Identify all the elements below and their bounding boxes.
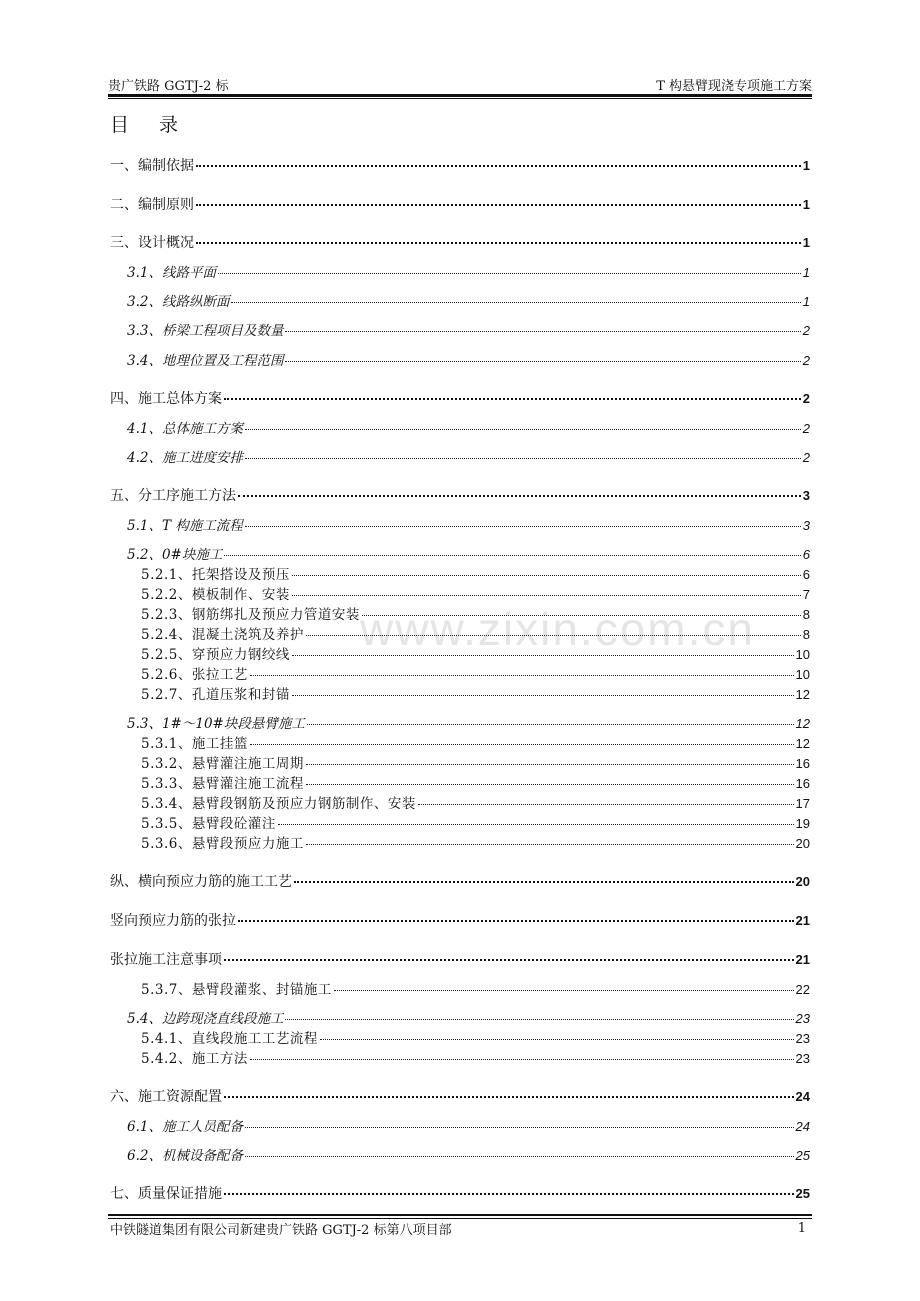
footer-page-number: 1 [797, 1220, 806, 1236]
dot-leader [334, 990, 794, 991]
dot-leader [362, 615, 801, 616]
dot-leader [238, 920, 794, 922]
dot-leader [231, 302, 800, 303]
toc-entry-page: 1 [802, 235, 810, 250]
toc-entry[interactable] [110, 949, 810, 969]
dot-leader [418, 804, 794, 805]
toc-entry-page: 20 [795, 836, 810, 851]
toc-entry[interactable] [110, 712, 810, 732]
toc-entry-page: 25 [795, 1148, 810, 1163]
dot-leader [245, 1156, 794, 1157]
toc-entry[interactable] [110, 1086, 810, 1106]
toc-entry-page: 2 [802, 391, 810, 406]
toc-entry-label: 6.1、施工人员配备 [127, 1119, 243, 1135]
dot-leader [294, 881, 794, 883]
toc-entry[interactable] [110, 663, 810, 683]
toc-entry-page: 3 [802, 488, 810, 503]
toc-entry-label: 5.2.7、孔道压浆和封锚 [141, 687, 290, 703]
footer-rule [108, 1214, 812, 1216]
header-rule-thin [108, 98, 812, 99]
dot-leader [224, 555, 800, 556]
dot-leader [196, 165, 801, 167]
toc-entry-page: 20 [795, 874, 810, 889]
toc-entry[interactable] [110, 752, 810, 772]
toc-entry-page: 1 [802, 158, 810, 173]
toc-entry-label: 3.1、线路平面 [127, 265, 216, 281]
toc-entry[interactable] [110, 583, 810, 603]
toc-entry-page: 1 [802, 197, 810, 212]
toc-entry-label: 5.3.4、悬臂段钢筋及预应力钢筋制作、安装 [141, 796, 416, 812]
dot-leader [292, 655, 794, 656]
toc-entry[interactable] [110, 643, 810, 663]
toc-entry-label: 3.3、桥梁工程项目及数量 [127, 323, 284, 339]
toc-entry[interactable] [110, 623, 810, 643]
dot-leader [250, 1059, 794, 1060]
toc-entry[interactable] [110, 446, 810, 466]
dot-leader [306, 784, 794, 785]
toc-entry[interactable] [110, 812, 810, 832]
toc-entry-page: 25 [795, 1186, 810, 1201]
toc-entry-page: 6 [802, 547, 810, 562]
dot-leader [245, 458, 801, 459]
toc-entry[interactable] [110, 514, 810, 534]
toc-entry-page: 2 [802, 421, 810, 436]
toc-entry[interactable] [110, 1115, 810, 1135]
toc-entry[interactable] [110, 155, 810, 175]
dot-leader [224, 1193, 794, 1195]
toc-entry[interactable] [110, 290, 810, 310]
toc-entry-label: 5.2.2、模板制作、安装 [141, 587, 290, 603]
toc-entry[interactable] [110, 832, 810, 852]
toc-entry[interactable] [110, 871, 810, 891]
toc-entry[interactable] [110, 1144, 810, 1164]
toc-entry[interactable] [110, 319, 810, 339]
toc-entry-label: 5.3.3、悬臂灌注施工流程 [141, 776, 304, 792]
dot-leader [196, 204, 801, 206]
toc-entry-label: 五、分工序施工方法 [110, 488, 236, 504]
toc-entry-label: 竖向预应力筋的张拉 [110, 913, 236, 929]
toc-entry-label: 5.1、T 构施工流程 [127, 518, 243, 534]
dot-leader [306, 635, 801, 636]
dot-leader [307, 724, 794, 725]
toc-entry[interactable] [110, 910, 810, 930]
toc-entry[interactable] [110, 732, 810, 752]
toc-entry-label: 5.4.2、施工方法 [141, 1051, 248, 1067]
toc-entry-page: 2 [802, 323, 810, 338]
dot-leader [245, 526, 801, 527]
toc-entry-label: 二、编制原则 [110, 197, 194, 213]
toc-entry-page: 21 [795, 952, 810, 967]
dot-leader [278, 824, 794, 825]
toc-entry-page: 23 [795, 1031, 810, 1046]
dot-leader [292, 695, 794, 696]
toc-entry-page: 19 [795, 816, 810, 831]
toc-entry-page: 12 [795, 687, 810, 702]
toc-entry-page: 2 [802, 353, 810, 368]
footer-organization: 中铁隧道集团有限公司新建贵广铁路 GGTJ-2 标第八项目部 [110, 1222, 452, 1238]
toc-entry-page: 8 [802, 607, 810, 622]
toc-entry-label: 4.2、施工进度安排 [127, 450, 243, 466]
dot-leader [285, 361, 800, 362]
toc-entry-page: 12 [795, 716, 810, 731]
toc-entry-label: 三、设计概况 [110, 235, 194, 251]
toc-entry[interactable] [110, 978, 810, 998]
dot-leader [285, 1019, 793, 1020]
toc-entry[interactable] [110, 1047, 810, 1067]
toc-entry-label: 张拉施工注意事项 [110, 952, 222, 968]
dot-leader [245, 1127, 794, 1128]
dot-leader [224, 959, 794, 961]
dot-leader [224, 1096, 794, 1098]
watermark: www.zixin.com.cn [360, 603, 755, 655]
toc-entry-page: 22 [795, 982, 810, 997]
toc-entry-page: 24 [795, 1089, 810, 1104]
toc-entry-page: 1 [802, 265, 810, 280]
toc-entry-label: 5.3.7、悬臂段灌浆、封锚施工 [141, 982, 332, 998]
toc-entry-label: 七、质量保证措施 [110, 1186, 222, 1202]
toc-entry-label: 5.3.5、悬臂段砼灌注 [141, 816, 276, 832]
toc-entry[interactable] [110, 417, 810, 437]
toc-entry-page: 2 [802, 450, 810, 465]
toc-entry-page: 6 [802, 567, 810, 582]
toc-entry-page: 1 [802, 294, 810, 309]
toc-entry-page: 17 [795, 796, 810, 811]
page-header [108, 74, 812, 94]
dot-leader [250, 744, 794, 745]
dot-leader [285, 331, 800, 332]
dot-leader [245, 429, 801, 430]
toc-entry-label: 一、编制依据 [110, 158, 194, 174]
dot-leader [306, 844, 794, 845]
toc-entry-label: 3.4、地理位置及工程范围 [127, 353, 284, 369]
header-rule [108, 94, 812, 97]
toc-entry-label: 5.2.4、混凝土浇筑及养护 [141, 627, 304, 643]
toc-entry-label: 4.1、总体施工方案 [127, 421, 243, 437]
toc-entry-label: 5.2、0#块施工 [127, 547, 223, 563]
toc-entry-page: 23 [795, 1051, 810, 1066]
dot-leader [196, 242, 801, 244]
toc-entry[interactable] [110, 772, 810, 792]
toc-entry[interactable] [110, 1183, 810, 1203]
toc-entry-label: 5.4、边跨现浇直线段施工 [127, 1011, 284, 1027]
toc-entry-page: 23 [795, 1011, 810, 1026]
toc-entry-label: 5.3.2、悬臂灌注施工周期 [141, 756, 304, 772]
toc-entry-label: 5.2.6、张拉工艺 [141, 667, 248, 683]
dot-leader [218, 273, 801, 274]
toc-entry-page: 10 [795, 667, 810, 682]
toc-entry[interactable] [110, 1007, 810, 1027]
toc-entry-page: 24 [795, 1119, 810, 1134]
dot-leader [238, 495, 801, 497]
toc-entry-page: 21 [795, 913, 810, 928]
toc-entry[interactable] [110, 792, 810, 812]
header-left: 贵广铁路 GGTJ-2 标 [108, 79, 229, 94]
toc-entry[interactable] [110, 232, 810, 252]
toc-entry-page: 16 [795, 776, 810, 791]
page-footer [110, 1219, 812, 1237]
toc-entry-page: 10 [795, 647, 810, 662]
toc-entry[interactable] [110, 603, 810, 623]
header-right: T 构悬臂现浇专项施工方案 [656, 79, 812, 94]
toc-entry-label: 6.2、机械设备配备 [127, 1148, 243, 1164]
toc-entry-label: 5.3.1、施工挂篮 [141, 736, 248, 752]
toc-entry-label: 5.4.1、直线段施工工艺流程 [141, 1031, 318, 1047]
toc-entry-page: 7 [802, 587, 810, 602]
dot-leader [306, 764, 794, 765]
toc-entry-label: 5.3.6、悬臂段预应力施工 [141, 836, 304, 852]
toc-entry[interactable] [110, 388, 810, 408]
toc-title: 目录 [110, 114, 209, 136]
dot-leader [224, 398, 801, 400]
toc-entry[interactable] [110, 485, 810, 505]
dot-leader [250, 675, 794, 676]
dot-leader [292, 595, 801, 596]
toc-entry-label: 5.2.3、钢筋绑扎及预应力管道安装 [141, 607, 360, 623]
toc-entry-label: 3.2、线路纵断面 [127, 294, 230, 310]
toc-entry-label: 六、施工资源配置 [110, 1089, 222, 1105]
toc-entry[interactable] [110, 543, 810, 563]
dot-leader [320, 1039, 794, 1040]
toc-entry[interactable] [110, 194, 810, 214]
toc-entry-label: 5.2.1、托架搭设及预压 [141, 567, 290, 583]
toc-entry-label: 纵、横向预应力筋的施工工艺 [110, 874, 292, 890]
toc-entry-label: 四、施工总体方案 [110, 391, 222, 407]
toc-entry[interactable] [110, 1027, 810, 1047]
toc-entry[interactable] [110, 349, 810, 369]
toc-entry-label: 5.3、1#～10#块段悬臂施工 [127, 716, 305, 732]
toc-entry[interactable] [110, 261, 810, 281]
toc-entry-page: 8 [802, 627, 810, 642]
toc-entry-page: 12 [795, 736, 810, 751]
toc-entry-label: 5.2.5、穿预应力钢绞线 [141, 647, 290, 663]
toc-entry[interactable] [110, 563, 810, 583]
dot-leader [292, 575, 801, 576]
toc-entry-page: 16 [795, 756, 810, 771]
toc-entry[interactable] [110, 683, 810, 703]
toc-entry-page: 3 [802, 518, 810, 533]
